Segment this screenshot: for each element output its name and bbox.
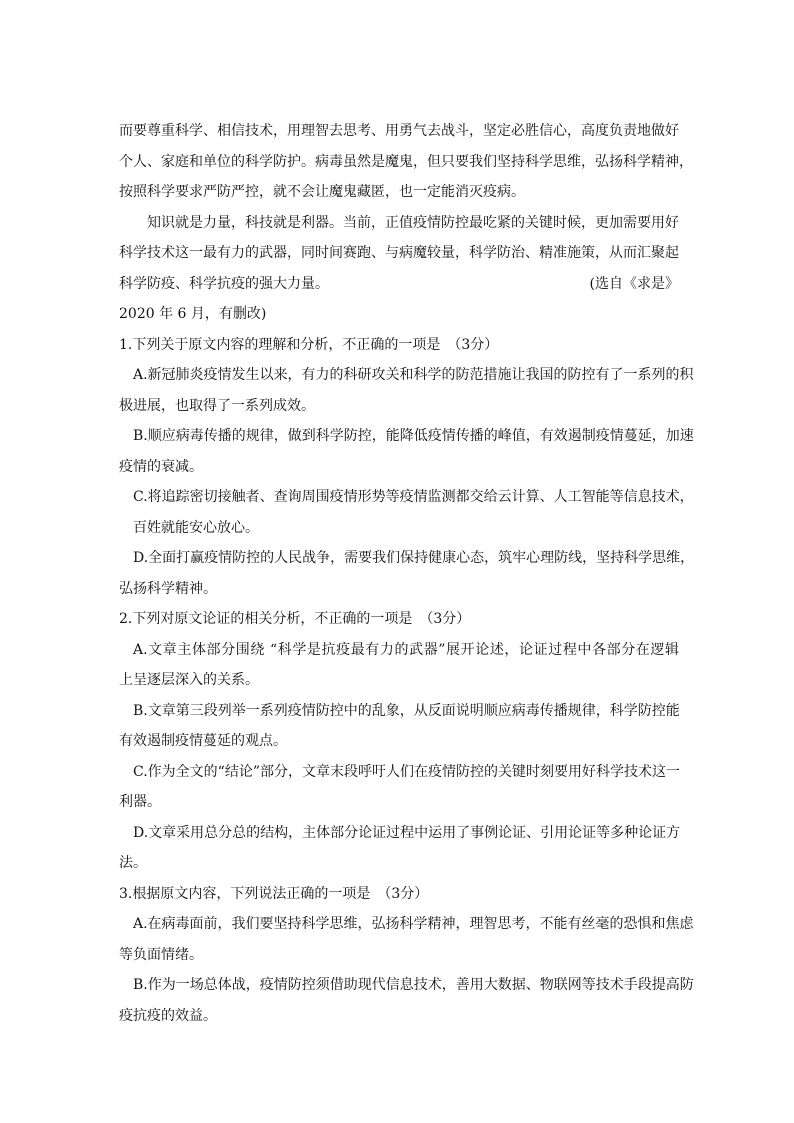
q2-option-b-line-2: 有效遏制疫情蔓延的观点。 (119, 733, 287, 749)
q1-option-a-line-2: 极进展，也取得了一系列成效。 (119, 397, 315, 414)
q1-option-b-line-2: 疫情的衰减。 (119, 458, 203, 475)
passage-p2-line-2: 科学技术这一最有力的武器，同时间赛跑、与病魔较量，科学防治、精准施策，从而汇聚起 (119, 245, 679, 261)
passage-p2-line-3 (119, 269, 679, 300)
q1-option-a-line-1: A.新冠肺炎疫情发生以来，有力的科研攻关和科学的防范措施让我国的防控有了一系列的积 (133, 367, 694, 383)
passage-p1-line-1: 而要尊重科学、相信技术，用理智去思考、用勇气去战斗，坚定必胜信心，高度负责地做好 (119, 123, 679, 139)
question-3-stem: 3.根据原文内容，下列说法正确的一项是 （3分） (119, 885, 429, 902)
question-1-stem: 1.下列关于原文内容的理解和分析，不正确的一项是 （3分） (119, 336, 499, 353)
q1-option-d-line-1: D.全面打赢疫情防控的人民战争，需要我们保持健康心态，筑牢心理防线，坚持科学思维， (133, 550, 695, 566)
q2-option-c-line-1: C.作为全文的“结论”部分，文章末段呼吁人们在疫情防控的关键时刻要用好科学技术这一 (133, 763, 680, 780)
q1-option-c-line-1: C.将追踪密切接触者、查询周围疫情形势等疫情监测都交给云计算、人工智能等信息技术， (133, 489, 694, 505)
source-citation-end: 2020 年 6 月，有删改) (119, 306, 267, 322)
document-content (119, 116, 695, 1031)
q3-option-a-line-1: A.在病毒面前，我们要坚持科学思维，弘扬科学精神，理智思考，不能有丝毫的恐惧和焦虑 (133, 916, 694, 932)
passage-p2-last-text: 科学防疫、科学抗疫的强大力量。 (119, 275, 329, 292)
question-2-stem: 2.下列对原文论证的相关分析，不正确的一项是 （3分） (119, 611, 471, 627)
passage-p2-line-1: 知识就是力量，科技就是利器。当前，正值疫情防控最吃紧的关键时候，更加需要用好 (147, 214, 679, 231)
q3-option-b-line-1: B.作为一场总体战，疫情防控须借助现代信息技术，善用大数据、物联网等技术手段提高防 (133, 977, 694, 993)
q1-option-b-line-1: B.顺应病毒传播的规律，做到科学防控，能降低疫情传播的峰值，有效遏制疫情蔓延，加速 (133, 428, 694, 444)
q3-option-a-line-2: 等负面情绪。 (119, 946, 203, 963)
q2-option-b-line-1: B.文章第三段列举一系列疫情防控中的乱象，从反面说明顺应病毒传播规律，科学防控能 (133, 702, 680, 719)
passage-p1-line-3: 按照科学要求严防严控，就不会让魔鬼藏匿，也一定能消灭疫病。 (119, 184, 525, 200)
q2-option-c-line-2: 利器。 (119, 794, 161, 810)
q2-option-a-line-2: 上呈逐层深入的关系。 (119, 672, 259, 688)
source-citation-start: (选自《求是》 (589, 275, 679, 292)
q2-option-d-line-2: 法。 (119, 855, 147, 871)
q3-option-b-line-2: 疫抗疫的效益。 (119, 1007, 217, 1024)
passage-p1-line-2: 个人、家庭和单位的科学防护。病毒虽然是魔鬼，但只要我们坚持科学思维，弘扬科学精神， (119, 153, 693, 170)
q2-option-d-line-1: D.文章采用总分总的结构，主体部分论证过程中运用了事例论证、引用论证等多种论证方 (133, 824, 681, 841)
q1-option-d-line-2: 弘扬科学精神。 (119, 580, 217, 597)
q2-option-a-line-1: A.文章主体部分围绕 “科学是抗疫最有力的武器”展开论述，论证过程中各部分在逻辑 (133, 641, 679, 658)
q1-option-c-line-2: 百姓就能安心放心。 (133, 519, 259, 536)
